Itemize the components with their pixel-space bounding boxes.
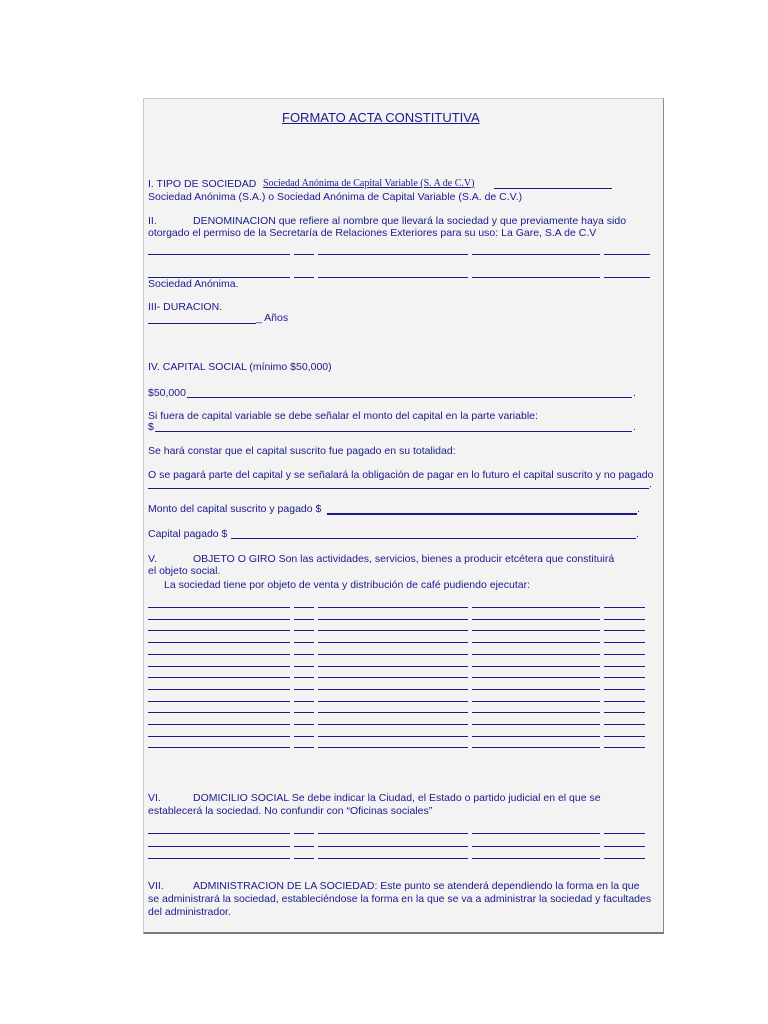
objeto-line-3: La sociedad tiene por objeto de venta y distribución de café pudiendo ejecutar: xyxy=(164,579,531,591)
capital-pagado-label: Capital pagado $ xyxy=(148,528,228,540)
admin-line-3: del administrador. xyxy=(148,906,231,918)
document-title: FORMATO ACTA CONSTITUTIVA xyxy=(282,110,480,125)
variable-dollar: $ xyxy=(148,421,154,433)
duracion-unit: _ Años xyxy=(256,312,289,324)
document-page xyxy=(143,98,664,934)
domicilio-line-2: establecerá la sociedad. No confundir con “Oficinas sociales” xyxy=(148,805,433,817)
tipo-label: I. TIPO DE SOCIEDAD xyxy=(148,178,257,190)
denom-line-1: DENOMINACION que refiere al nombre que llevará la sociedad y que previamente haya sido xyxy=(193,215,627,227)
blank-fill-line xyxy=(148,607,645,608)
tipo-value: Sociedad Anónima de Capital Variable (S. A de C.V) xyxy=(263,178,475,189)
blank-fill-line xyxy=(148,666,645,667)
tipo-options: Sociedad Anónima (S.A.) o Sociedad Anónima de Capital Variable (S.A. de C.V.) xyxy=(148,191,523,203)
blank-fill-line xyxy=(148,689,645,690)
blank-fill-line xyxy=(148,747,645,748)
domicilio-line-1: DOMICILIO SOCIAL Se debe indicar la Ciudad, el Estado o partido judicial en el que se xyxy=(193,792,601,804)
capital-fill-line xyxy=(187,397,632,398)
admin-number: VII. xyxy=(148,880,164,892)
blank-fill-line xyxy=(148,833,645,834)
admin-line-2: se administrará la sociedad, estableciéndose la forma en la que se va a administrar la sociedad y facultades xyxy=(148,893,652,905)
denom-fill-line xyxy=(148,254,650,255)
variable-dot: . xyxy=(633,421,636,433)
capital-label: IV. CAPITAL SOCIAL (mínimo $50,000) xyxy=(148,361,332,373)
pagado-parte-dot: . xyxy=(649,478,652,490)
objeto-line-2: el objeto social. xyxy=(148,565,221,577)
domicilio-number: VI. xyxy=(148,792,161,804)
denom-number: II. xyxy=(148,215,157,227)
admin-line-1: ADMINISTRACION DE LA SOCIEDAD: Este punto se atenderá dependiendo la forma en la que xyxy=(193,880,640,892)
blank-fill-line xyxy=(148,630,645,631)
blank-fill-line xyxy=(148,619,645,620)
objeto-line-1: OBJETO O GIRO Son las actividades, servicios, bienes a producir etcétera que constituirá xyxy=(193,553,615,565)
objeto-number: V. xyxy=(148,553,157,565)
blank-fill-line xyxy=(148,654,645,655)
monto-label: Monto del capital suscrito y pagado $ xyxy=(148,503,322,515)
duracion-fill-line xyxy=(148,323,256,324)
duracion-label: III- DURACION. xyxy=(148,301,223,313)
capital-pagado-fill-line xyxy=(231,538,636,539)
capital-dot: . xyxy=(633,387,636,399)
blank-fill-line xyxy=(148,724,645,725)
pagado-parte-fill-line xyxy=(148,488,649,489)
variable-text: Si fuera de capital variable se debe señalar el monto del capital en la parte variable: xyxy=(148,410,538,422)
monto-fill-line xyxy=(327,513,637,515)
blank-fill-line xyxy=(148,701,645,702)
blank-fill-line xyxy=(148,642,645,643)
capital-amount: $50,000 xyxy=(148,387,186,399)
variable-fill-line xyxy=(155,431,632,432)
blank-fill-line xyxy=(148,858,645,859)
denom-line-2: otorgado el permiso de la Secretaría de Relaciones Exteriores para su uso: La Gare, S.A de C.V xyxy=(148,227,597,239)
capital-pagado-dot: . xyxy=(636,528,639,540)
tipo-underline xyxy=(494,188,612,189)
denom-suffix: Sociedad Anónima. xyxy=(148,278,239,290)
blank-fill-line xyxy=(148,712,645,713)
blank-fill-line xyxy=(148,736,645,737)
monto-dot: . xyxy=(637,503,640,515)
pagado-total-text: Se hará constar que el capital suscrito fue pagado en su totalidad: xyxy=(148,445,456,457)
blank-fill-line xyxy=(148,677,645,678)
blank-fill-line xyxy=(148,846,645,847)
pagado-parte-text: O se pagará parte del capital y se señalará la obligación de pagar en lo futuro el capital suscrito y no pagado xyxy=(148,469,654,481)
